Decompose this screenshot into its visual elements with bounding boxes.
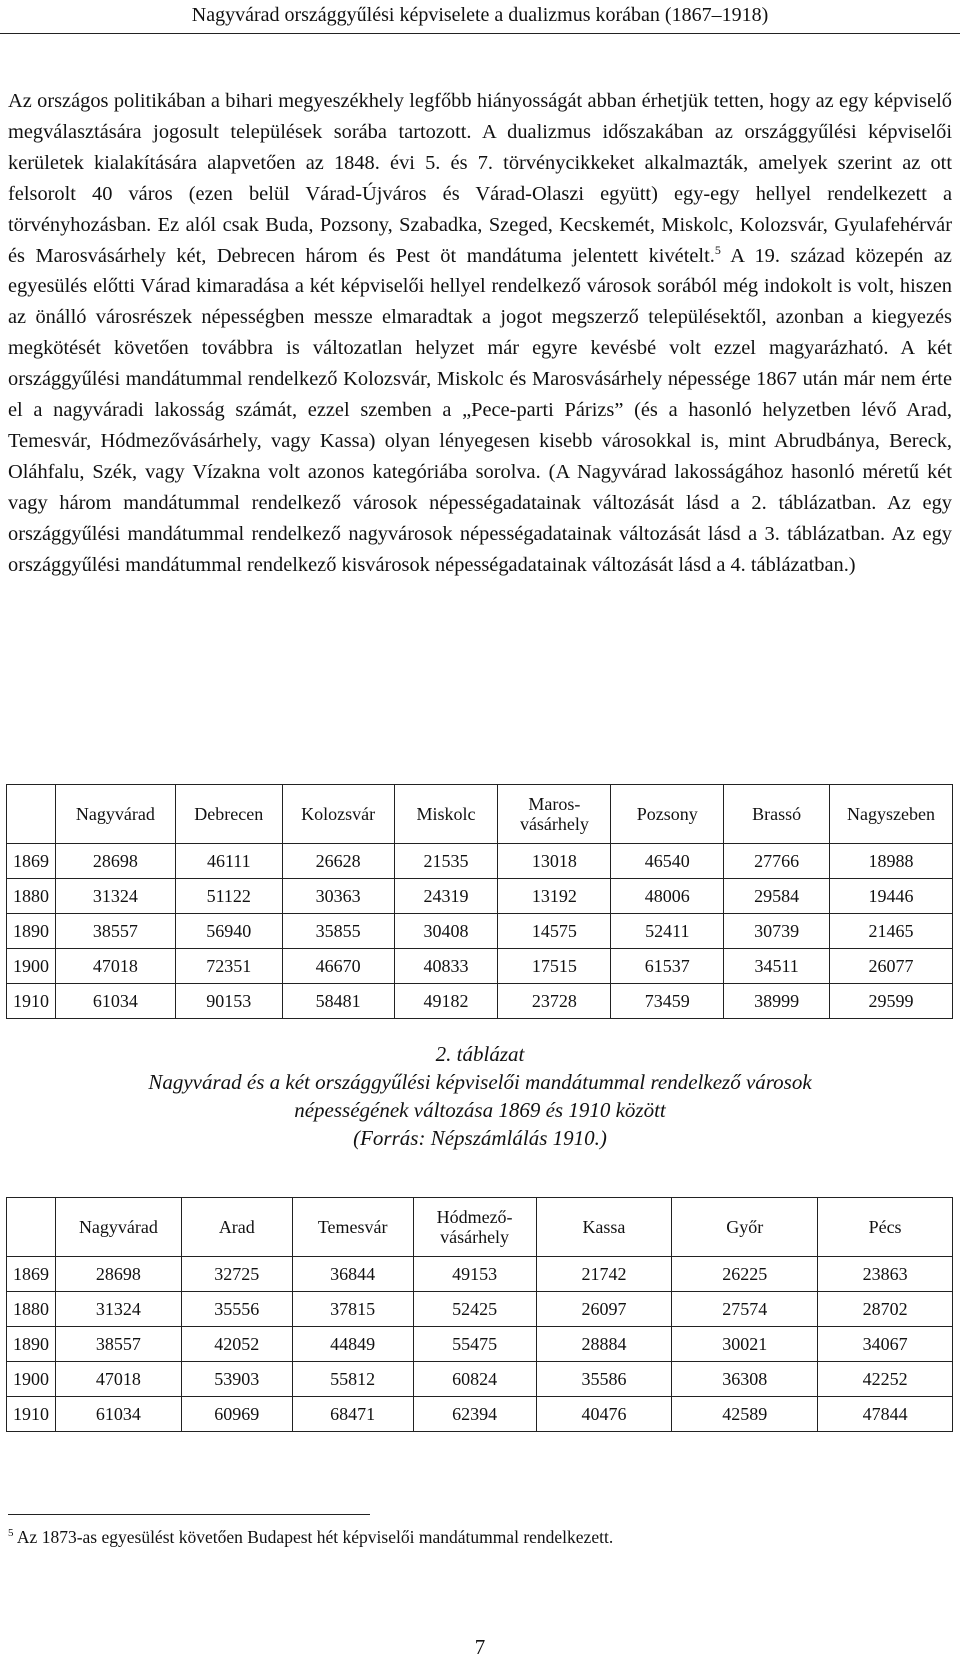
year-cell: 1900 (7, 1362, 56, 1397)
table-cell: 30363 (282, 879, 394, 914)
table-cell: 13192 (498, 879, 611, 914)
table-cell: 32725 (181, 1257, 292, 1292)
table-cell: 90153 (175, 984, 282, 1019)
table-cell: 47844 (818, 1397, 953, 1432)
table-cell: 38557 (55, 914, 175, 949)
table-cell: 52425 (413, 1292, 536, 1327)
body-paragraph (8, 86, 952, 581)
table-cell: 24319 (394, 879, 498, 914)
year-cell: 1880 (7, 879, 56, 914)
table-cell: 36308 (672, 1362, 818, 1397)
table-cell: 18988 (830, 844, 953, 879)
table-row (7, 1397, 953, 1432)
table-row (7, 1362, 953, 1397)
caption-number: 2. táblázat (435, 1042, 525, 1066)
table-cell: 42252 (818, 1362, 953, 1397)
table-header-cell: Nagyvárad (55, 785, 175, 844)
table-cell: 61537 (611, 949, 724, 984)
table-cell: 42589 (672, 1397, 818, 1432)
table-cell: 29584 (724, 879, 830, 914)
table-header-cell: Győr (672, 1198, 818, 1257)
year-cell: 1869 (7, 844, 56, 879)
table-cell: 55812 (292, 1362, 413, 1397)
footnote-text: Az 1873-as egyesülést követően Budapest hét képviselői mandátummal rendelkezett. (13, 1526, 614, 1547)
table-cell: 28702 (818, 1292, 953, 1327)
table-cell: 36844 (292, 1257, 413, 1292)
table-cell: 23728 (498, 984, 611, 1019)
table-row (7, 914, 953, 949)
table-cell: 30021 (672, 1327, 818, 1362)
table-cell: 27574 (672, 1292, 818, 1327)
table-cell: 14575 (498, 914, 611, 949)
year-cell: 1910 (7, 1397, 56, 1432)
table-cell: 61034 (55, 1397, 181, 1432)
table-cell: 61034 (55, 984, 175, 1019)
table-cell: 52411 (611, 914, 724, 949)
year-cell: 1869 (7, 1257, 56, 1292)
table-header-cell: Kassa (536, 1198, 672, 1257)
table-cell: 42052 (181, 1327, 292, 1362)
table-cell: 30739 (724, 914, 830, 949)
table-cell: 21742 (536, 1257, 672, 1292)
table-row (7, 844, 953, 879)
population-table-two-mandate-cities (6, 784, 953, 1019)
footnote (8, 1521, 948, 1549)
table-cell: 46540 (611, 844, 724, 879)
caption-title-line-2: népességének változása 1869 és 1910 között (294, 1098, 666, 1122)
table-row (7, 984, 953, 1019)
table-header-cell: Debrecen (175, 785, 282, 844)
table-cell: 26097 (536, 1292, 672, 1327)
table-header-cell: Maros- vásárhely (498, 785, 611, 844)
table-cell: 34511 (724, 949, 830, 984)
running-header: Nagyvárad országgyűlési képviselete a dualizmus korában (1867–1918) (191, 4, 769, 26)
table-cell: 37815 (292, 1292, 413, 1327)
table-cell: 38999 (724, 984, 830, 1019)
year-cell: 1890 (7, 914, 56, 949)
table-cell: 53903 (181, 1362, 292, 1397)
table-header-cell (7, 1198, 56, 1257)
table-row (7, 1327, 953, 1362)
table-header-row (7, 1198, 953, 1257)
table-cell: 62394 (413, 1397, 536, 1432)
table-cell: 58481 (282, 984, 394, 1019)
year-cell: 1880 (7, 1292, 56, 1327)
table-header-cell: Brassó (724, 785, 830, 844)
table-cell: 40476 (536, 1397, 672, 1432)
table-cell: 35586 (536, 1362, 672, 1397)
population-table-single-mandate-cities (6, 1197, 953, 1432)
table-cell: 23863 (818, 1257, 953, 1292)
table-cell: 47018 (55, 1362, 181, 1397)
table-cell: 31324 (55, 1292, 181, 1327)
table-cell: 68471 (292, 1397, 413, 1432)
table-cell: 46111 (175, 844, 282, 879)
table-cell: 30408 (394, 914, 498, 949)
table-row (7, 879, 953, 914)
table-cell: 55475 (413, 1327, 536, 1362)
year-cell: 1900 (7, 949, 56, 984)
footnote-marker: 5 (8, 1527, 14, 1539)
caption-source: (Forrás: Népszámlálás 1910.) (353, 1126, 607, 1150)
table-cell: 28698 (55, 844, 175, 879)
table-cell: 46670 (282, 949, 394, 984)
table-cell: 44849 (292, 1327, 413, 1362)
table-cell: 48006 (611, 879, 724, 914)
table-header-cell (7, 785, 56, 844)
page-number: 7 (474, 1635, 486, 1659)
table-cell: 35556 (181, 1292, 292, 1327)
table-cell: 72351 (175, 949, 282, 984)
table-row (7, 1257, 953, 1292)
table-row (7, 1292, 953, 1327)
table-header-cell: Miskolc (394, 785, 498, 844)
table-cell: 27766 (724, 844, 830, 879)
table-cell: 28884 (536, 1327, 672, 1362)
table-header-cell: Hódmező- vásárhely (413, 1198, 536, 1257)
year-cell: 1910 (7, 984, 56, 1019)
table-cell: 28698 (55, 1257, 181, 1292)
table-cell: 38557 (55, 1327, 181, 1362)
table-cell: 73459 (611, 984, 724, 1019)
table-cell: 29599 (830, 984, 953, 1019)
table-cell: 34067 (818, 1327, 953, 1362)
table-cell: 21465 (830, 914, 953, 949)
table-cell: 51122 (175, 879, 282, 914)
table-header-row (7, 785, 953, 844)
table-cell: 60824 (413, 1362, 536, 1397)
table-cell: 26077 (830, 949, 953, 984)
table-cell: 56940 (175, 914, 282, 949)
year-cell: 1890 (7, 1327, 56, 1362)
footnote-reference[interactable]: 5 (714, 242, 721, 257)
table-header-cell: Temesvár (292, 1198, 413, 1257)
body-paragraph-rest: A 19. század közepén az egyesülés előtti Várad kimaradása a két képviselői hellyel rendelkező városok sorából még indokolt is volt, hiszen az önálló városrészek népességben messze elmaradtak a jogot megszerző településektől, azonban a kiegyezés megkötését követően továbbra is változatlan helyzet már egyre kevésbé volt ezzel magyarázható. A két országgyűlési mandátummal rendelkező Kolozsvár, Miskolc és Marosvásárhely népessége 1867 után már nem érte el a nagyváradi lakosság számát, ezzel szemben a „Pece-parti Párizs” (és a hasonló helyzetben lévő Arad, Temesvár, Hódmezővásárhely, vagy Kassa) olyan lényegesen kisebb városokkal is, mint Abrudbánya, Bereck, Oláhfalu, Szék, vagy Vízakna volt azonos kategóriába sorolva. (A Nagyvárad lakosságához hasonló méretű két vagy három mandátummal rendelkező városok népességadatainak változását lásd a 2. táblázatban. Az egy országgyűlési mandátummal rendelkező nagyvárosok népességadatainak változását lásd a 3. táblázatban. Az egy országgyűlési mandátummal rendelkező kisvárosok népességadatainak változását lásd a 4. táblázatban.) (8, 244, 952, 576)
table-header-cell: Nagyszeben (830, 785, 953, 844)
table-cell: 47018 (55, 949, 175, 984)
table-header-cell: Kolozsvár (282, 785, 394, 844)
table-header-cell: Pécs (818, 1198, 953, 1257)
table-cell: 26225 (672, 1257, 818, 1292)
table-cell: 40833 (394, 949, 498, 984)
table-cell: 13018 (498, 844, 611, 879)
footnote-divider (8, 1514, 370, 1515)
table-row (7, 949, 953, 984)
table-caption (0, 1040, 960, 1152)
table-header-cell: Pozsony (611, 785, 724, 844)
table-cell: 19446 (830, 879, 953, 914)
table-cell: 26628 (282, 844, 394, 879)
table-cell: 21535 (394, 844, 498, 879)
table-cell: 35855 (282, 914, 394, 949)
table-header-cell: Nagyvárad (55, 1198, 181, 1257)
table-cell: 17515 (498, 949, 611, 984)
body-paragraph-main: Az országos politikában a bihari megyeszékhely legfőbb hiányosságát abban érhetjük tetten, hogy az egy képviselő megválasztására jogosult települések sorába tartozott. A dualizmus időszakában az országgyűlési képviselői kerületek kialakítására alapvetően az 1848. évi 5. és 7. törvénycikkeket alkalmazták, amelyek szerint az ott felsorolt 40 város (ezen belül Várad-Újváros és Várad-Olaszi együtt) egy-egy hellyel rendelkezett a törvényhozásban. Ez alól csak Buda, Pozsony, Szabadka, Szeged, Kecskemét, Miskolc, Kolozsvár, Gyulafehérvár és Marosvásárhely két, Debrecen három és Pest öt mandátuma jelentett kivételt. (8, 90, 952, 267)
table-cell: 31324 (55, 879, 175, 914)
header-divider (0, 33, 960, 34)
caption-title-line-1: Nagyvárad és a két országgyűlési képviselői mandátummal rendelkező városok (148, 1070, 812, 1094)
table-cell: 60969 (181, 1397, 292, 1432)
table-header-cell: Arad (181, 1198, 292, 1257)
table-cell: 49153 (413, 1257, 536, 1292)
table-cell: 49182 (394, 984, 498, 1019)
